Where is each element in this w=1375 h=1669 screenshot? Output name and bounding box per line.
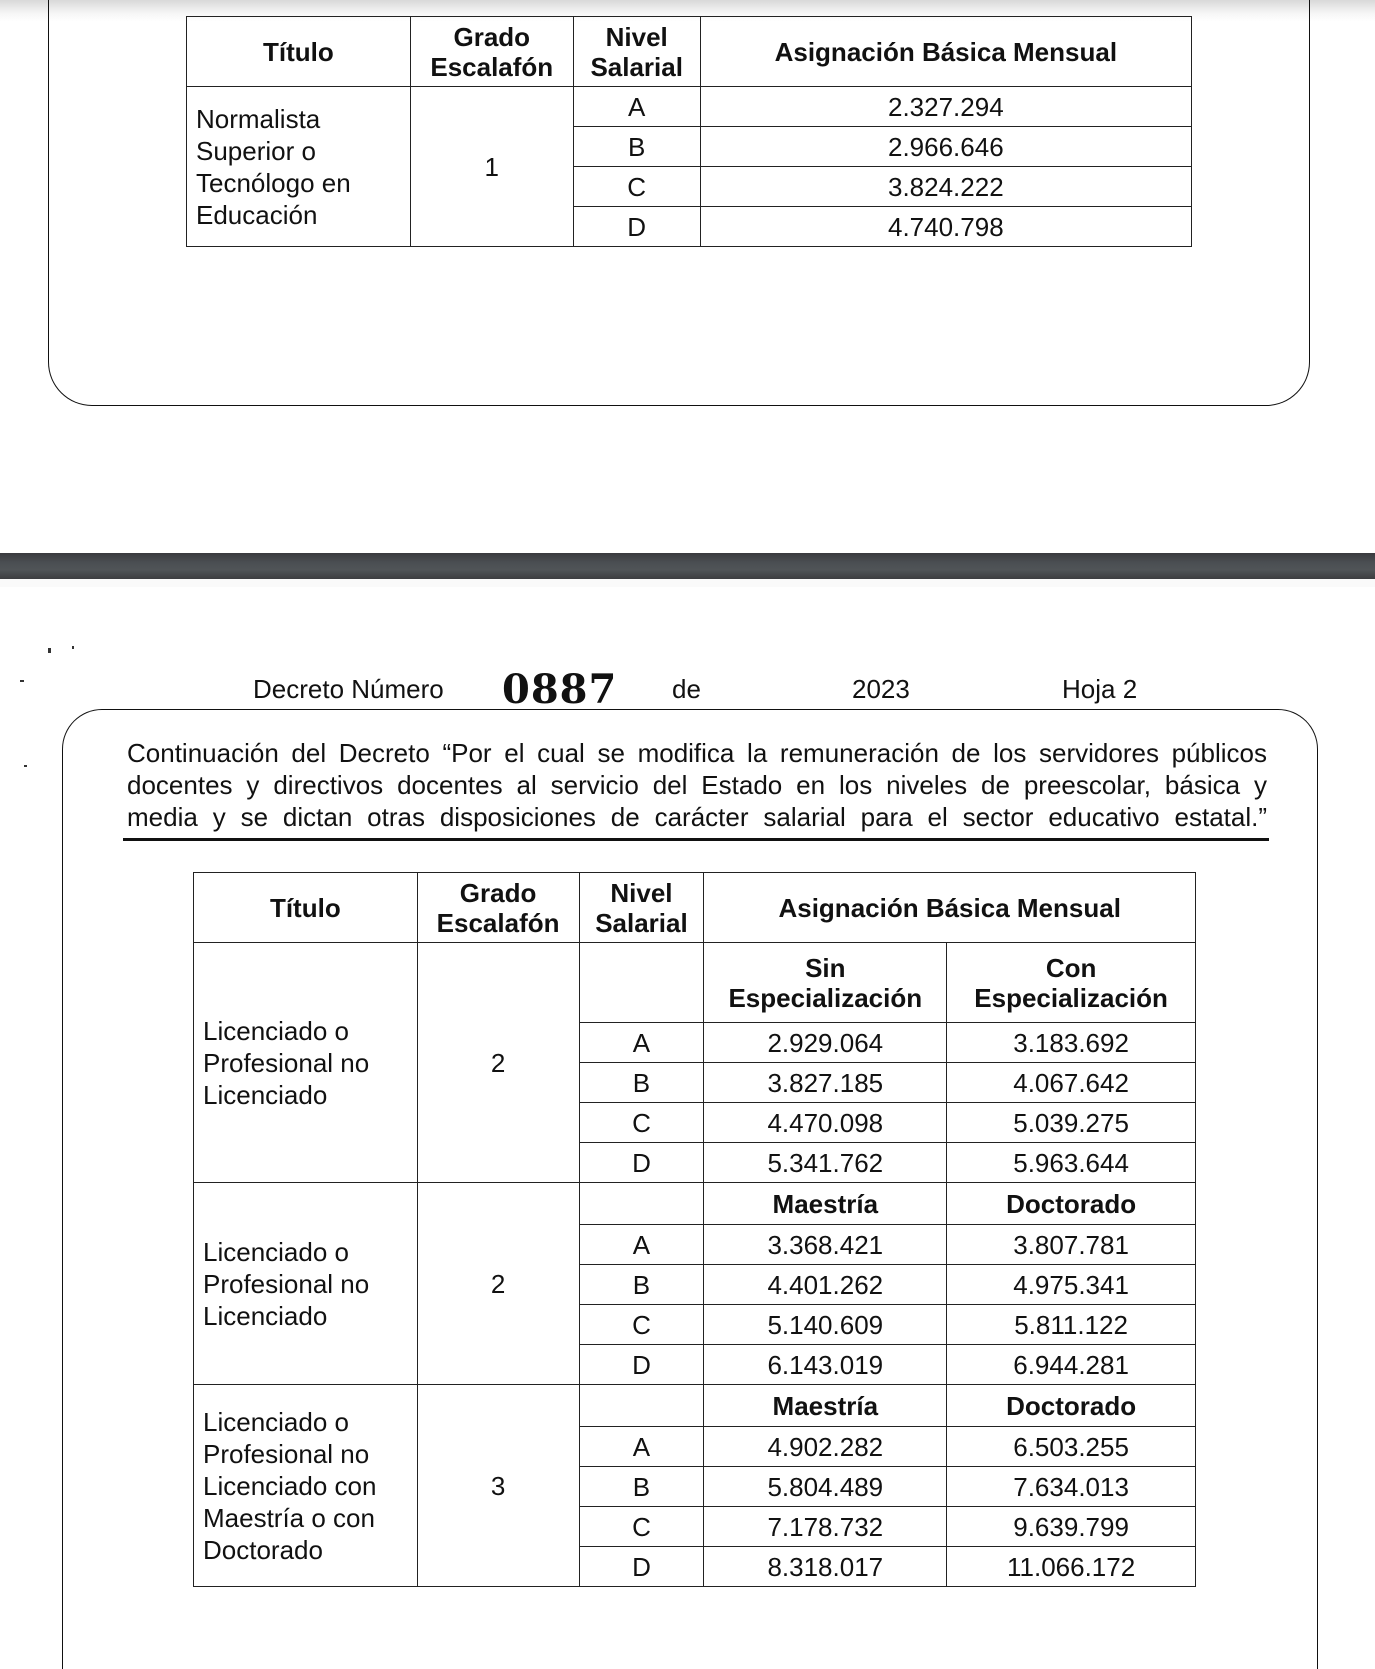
header-titulo: Título xyxy=(187,17,411,87)
sub-header-row xyxy=(194,1183,1196,1225)
table-header-row xyxy=(187,17,1192,87)
titulo-line: Superior o xyxy=(196,135,316,166)
titulo-line: Normalista xyxy=(196,103,321,134)
header-grado-escalafon xyxy=(417,873,579,943)
preamble-underline xyxy=(123,838,1269,841)
titulo-line: Licenciado xyxy=(203,1079,328,1110)
valor-cell: 5.341.762 xyxy=(704,1143,947,1183)
titulo-line: Licenciado xyxy=(203,1300,328,1331)
preamble-line: media y se dictan otras disposiciones de carácter salarial para el sector educativo estatal.” xyxy=(127,802,1267,832)
titulo-line: Profesional no xyxy=(203,1047,370,1078)
nivel-cell: A xyxy=(573,87,700,127)
sub-header-doctorado: Doctorado xyxy=(947,1183,1196,1225)
nivel-cell: D xyxy=(579,1143,704,1183)
sub-header-line: Con xyxy=(1045,952,1097,983)
valor-cell: 5.811.122 xyxy=(947,1305,1196,1345)
titulo-line: Maestría o con xyxy=(203,1502,375,1533)
sub-header-sin-especializacion xyxy=(704,943,947,1023)
header-grado-line-1: Grado xyxy=(459,877,537,908)
nivel-cell: B xyxy=(573,127,700,167)
scan-speck xyxy=(72,646,74,649)
header-nivel-line-1: Nivel xyxy=(605,21,668,52)
sub-header-line: Especialización xyxy=(974,982,1168,1013)
valor-cell: 7.634.013 xyxy=(947,1467,1196,1507)
header-grado-line-2: Escalafón xyxy=(436,907,560,938)
valor-cell: 4.902.282 xyxy=(704,1427,947,1467)
decree-year: 2023 xyxy=(852,674,910,704)
valor-cell: 4.740.798 xyxy=(700,207,1191,247)
decree-sheet: Hoja 2 xyxy=(1062,674,1138,704)
valor-cell: 8.318.017 xyxy=(704,1547,947,1587)
header-nivel-salarial xyxy=(579,873,704,943)
scan-speck xyxy=(24,765,27,767)
titulo-cell xyxy=(187,87,411,247)
valor-cell: 3.183.692 xyxy=(947,1023,1196,1063)
decree-header xyxy=(0,666,1375,713)
nivel-cell: C xyxy=(579,1305,704,1345)
nivel-empty-cell xyxy=(579,1183,704,1225)
table-row xyxy=(187,87,1192,127)
valor-cell: 5.963.644 xyxy=(947,1143,1196,1183)
sub-header-line: Especialización xyxy=(728,982,923,1013)
valor-cell: 6.944.281 xyxy=(947,1345,1196,1385)
header-grado-line-1: Grado xyxy=(453,21,531,52)
valor-cell: 5.140.609 xyxy=(704,1305,947,1345)
sub-header-line: Sin xyxy=(805,952,846,983)
valor-cell: 3.827.185 xyxy=(704,1063,947,1103)
valor-cell: 4.975.341 xyxy=(947,1265,1196,1305)
titulo-line: Profesional no xyxy=(203,1268,370,1299)
page-2-top-edge xyxy=(0,579,1375,587)
sub-header-doctorado: Doctorado xyxy=(947,1385,1196,1427)
valor-cell: 4.401.262 xyxy=(704,1265,947,1305)
valor-cell: 4.470.098 xyxy=(704,1103,947,1143)
valor-cell: 9.639.799 xyxy=(947,1507,1196,1547)
header-nivel-line-2: Salarial xyxy=(595,907,688,938)
titulo-line: Licenciado o xyxy=(203,1406,349,1437)
titulo-line: Profesional no xyxy=(203,1438,370,1469)
decree-number: 0887 xyxy=(502,666,618,713)
grado-cell: 2 xyxy=(417,943,579,1183)
valor-cell: 6.143.019 xyxy=(704,1345,947,1385)
header-asignacion: Asignación Básica Mensual xyxy=(704,873,1196,943)
titulo-line: Licenciado con xyxy=(203,1470,377,1501)
titulo-line: Educación xyxy=(196,199,318,230)
valor-cell: 3.807.781 xyxy=(947,1225,1196,1265)
sub-header-maestria: Maestría xyxy=(704,1385,947,1427)
page-separator xyxy=(0,553,1375,579)
titulo-cell xyxy=(194,943,418,1183)
scan-speck xyxy=(48,648,51,653)
valor-cell: 3.368.421 xyxy=(704,1225,947,1265)
sub-header-row xyxy=(194,1385,1196,1427)
header-nivel-salarial xyxy=(573,17,700,87)
header-grado-escalafon xyxy=(410,17,573,87)
nivel-empty-cell xyxy=(579,1385,704,1427)
table-header-row xyxy=(194,873,1196,943)
grado-cell: 2 xyxy=(417,1183,579,1385)
titulo-cell xyxy=(194,1183,418,1385)
titulo-line: Doctorado xyxy=(203,1534,323,1565)
nivel-cell: A xyxy=(579,1023,704,1063)
sub-header-maestria: Maestría xyxy=(704,1183,947,1225)
nivel-cell: A xyxy=(579,1225,704,1265)
header-asignacion: Asignación Básica Mensual xyxy=(700,17,1191,87)
nivel-cell: C xyxy=(579,1103,704,1143)
valor-cell: 2.966.646 xyxy=(700,127,1191,167)
decree-label: Decreto Número xyxy=(253,674,444,704)
nivel-cell: C xyxy=(579,1507,704,1547)
valor-cell: 11.066.172 xyxy=(947,1547,1196,1587)
preamble-line: docentes y directivos docentes al servicio del Estado en los niveles de preescolar, básica y xyxy=(127,770,1267,800)
valor-cell: 2.327.294 xyxy=(700,87,1191,127)
valor-cell: 7.178.732 xyxy=(704,1507,947,1547)
nivel-cell: D xyxy=(573,207,700,247)
valor-cell: 6.503.255 xyxy=(947,1427,1196,1467)
nivel-cell: B xyxy=(579,1265,704,1305)
valor-cell: 4.067.642 xyxy=(947,1063,1196,1103)
salary-table-grados-2-3 xyxy=(193,872,1196,1587)
valor-cell: 2.929.064 xyxy=(704,1023,947,1063)
titulo-line: Licenciado o xyxy=(203,1236,349,1267)
nivel-empty-cell xyxy=(579,943,704,1023)
titulo-line: Licenciado o xyxy=(203,1015,349,1046)
valor-cell: 3.824.222 xyxy=(700,167,1191,207)
nivel-cell: B xyxy=(579,1467,704,1507)
grado-cell: 3 xyxy=(417,1385,579,1587)
titulo-cell xyxy=(194,1385,418,1587)
header-nivel-line-2: Salarial xyxy=(590,51,683,82)
header-grado-line-2: Escalafón xyxy=(430,51,554,82)
nivel-cell: D xyxy=(579,1547,704,1587)
valor-cell: 5.804.489 xyxy=(704,1467,947,1507)
nivel-cell: B xyxy=(579,1063,704,1103)
valor-cell: 5.039.275 xyxy=(947,1103,1196,1143)
nivel-cell: C xyxy=(573,167,700,207)
decree-de: de xyxy=(672,674,701,704)
titulo-line: Tecnólogo en xyxy=(196,167,351,198)
header-titulo: Título xyxy=(194,873,418,943)
nivel-cell: A xyxy=(579,1427,704,1467)
decree-preamble xyxy=(127,737,1267,833)
nivel-cell: D xyxy=(579,1345,704,1385)
sub-header-row xyxy=(194,943,1196,1023)
grado-cell: 1 xyxy=(410,87,573,247)
preamble-line: Continuación del Decreto “Por el cual se modifica la remuneración de los servidores públicos xyxy=(127,738,1267,768)
sub-header-con-especializacion xyxy=(947,943,1196,1023)
header-nivel-line-1: Nivel xyxy=(610,877,673,908)
salary-table-grado-1 xyxy=(186,16,1192,247)
